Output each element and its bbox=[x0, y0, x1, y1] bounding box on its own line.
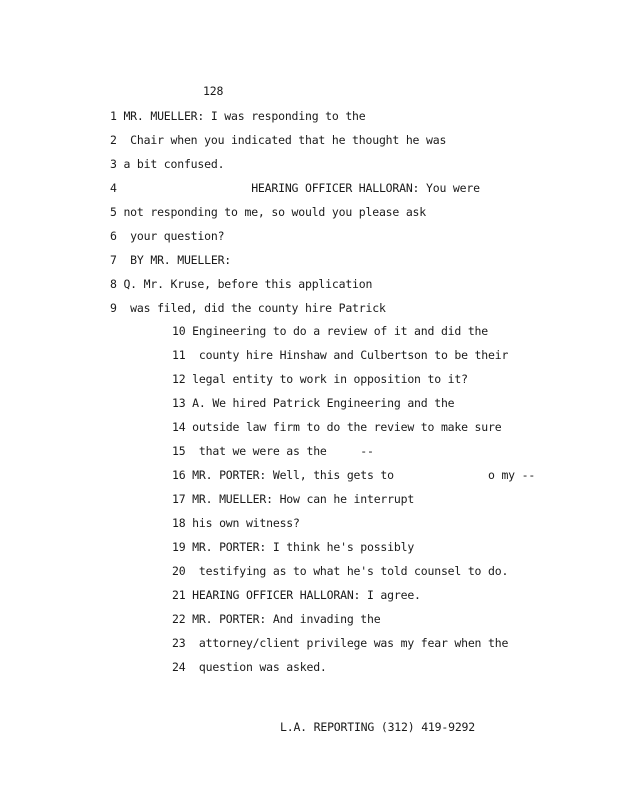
transcript-line-17: 17 MR. MUELLER: How can he interrupt bbox=[172, 492, 415, 506]
transcript-line-2: 2 Chair when you indicated that he thought he was bbox=[110, 133, 447, 147]
reporter-footer: L.A. REPORTING (312) 419-9292 bbox=[280, 720, 475, 734]
page-number: 128 bbox=[203, 84, 224, 98]
transcript-line-15: 15 that we were as the -- bbox=[172, 444, 374, 458]
transcript-line-21: 21 HEARING OFFICER HALLORAN: I agree. bbox=[172, 588, 421, 602]
transcript-line-9: 9 was filed, did the county hire Patrick bbox=[110, 301, 386, 315]
transcript-line-14: 14 outside law firm to do the review to make sure bbox=[172, 420, 502, 434]
transcript-line-4: 4 HEARING OFFICER HALLORAN: You were bbox=[110, 181, 480, 195]
transcript-line-23: 23 attorney/client privilege was my fear when the bbox=[172, 636, 509, 650]
transcript-line-1: 1 MR. MUELLER: I was responding to the bbox=[110, 109, 366, 123]
transcript-line-18: 18 his own witness? bbox=[172, 516, 300, 530]
transcript-line-19: 19 MR. PORTER: I think he's possibly bbox=[172, 540, 415, 554]
transcript-line-13: 13 A. We hired Patrick Engineering and the bbox=[172, 396, 455, 410]
transcript-line-11: 11 county hire Hinshaw and Culbertson to be their bbox=[172, 348, 509, 362]
transcript-line-8: 8 Q. Mr. Kruse, before this application bbox=[110, 277, 373, 291]
transcript-line-5: 5 not responding to me, so would you please ask bbox=[110, 205, 427, 219]
transcript-line-12: 12 legal entity to work in opposition to it? bbox=[172, 372, 468, 386]
transcript-line-22: 22 MR. PORTER: And invading the bbox=[172, 612, 381, 626]
transcript-line-7: 7 BY MR. MUELLER: bbox=[110, 253, 232, 267]
transcript-line-10: 10 Engineering to do a review of it and did the bbox=[172, 324, 489, 338]
transcript-line-20: 20 testifying as to what he's told counsel to do. bbox=[172, 564, 509, 578]
transcript-line-24: 24 question was asked. bbox=[172, 660, 327, 674]
transcript-line-6: 6 your question? bbox=[110, 229, 225, 243]
transcript-line-16: 16 MR. PORTER: Well, this gets to o my -- bbox=[172, 468, 536, 482]
transcript-line-3: 3 a bit confused. bbox=[110, 157, 225, 171]
